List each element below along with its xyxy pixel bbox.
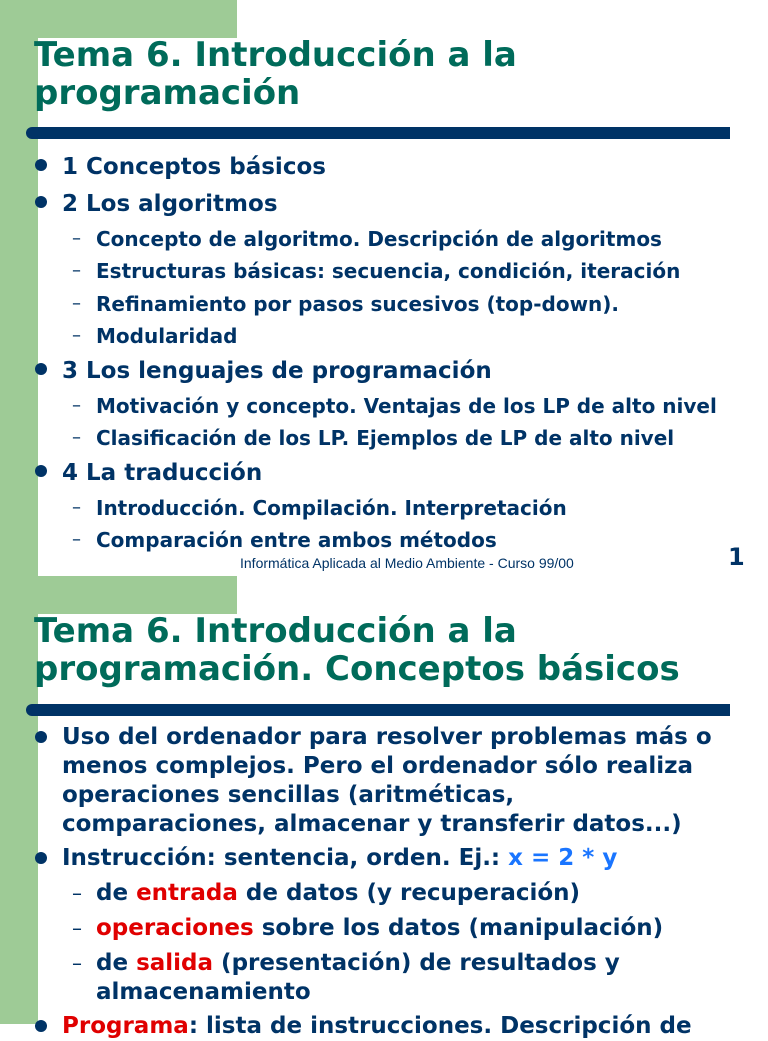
keyword-highlight: Programa xyxy=(62,1013,189,1039)
bullet-item: Instrucción: sentencia, orden. Ej.: x = 2 * y xyxy=(0,844,720,873)
keyword-highlight: operaciones xyxy=(96,915,254,941)
slide-title xyxy=(34,36,754,112)
bullet-dot-icon xyxy=(35,196,47,208)
title-divider xyxy=(26,704,730,716)
title-line-1: Tema 6. Introducción a la xyxy=(34,611,517,651)
dash-icon: – xyxy=(72,325,81,346)
keyword-highlight: salida xyxy=(136,950,214,976)
dash-icon: – xyxy=(72,529,81,550)
bullet-dot-icon xyxy=(35,363,47,375)
bullet-item: 3 Los lenguajes de programación xyxy=(0,355,720,387)
bullet-item xyxy=(0,723,720,839)
sub-bullet-item: – operaciones sobre los datos (manipulación) xyxy=(72,915,664,941)
dash-icon: – xyxy=(72,951,82,975)
sub-bullet-item: – Estructuras básicas: secuencia, condición, iteración xyxy=(72,259,681,283)
bullet-item: 4 La traducción xyxy=(0,457,720,489)
dash-icon: – xyxy=(72,227,81,249)
title-line-2: programación. Conceptos básicos xyxy=(34,649,680,689)
bullet-item: Programa: lista de instrucciones. Descripción de xyxy=(0,1012,720,1041)
bullet-list xyxy=(0,146,720,554)
bullet-item: 1 Conceptos básicos xyxy=(0,151,720,183)
sub-bullet-item: – Motivación y concepto. Ventajas de los LP de alto nivel xyxy=(72,393,717,418)
paragraph-text: Uso del ordenador para resolver problemas más o menos complejos. Pero el ordenador sólo realiza operaciones sencillas (aritméticas, comparaciones, almacenar y transferir datos...) xyxy=(62,724,712,837)
dash-icon: – xyxy=(72,292,81,314)
bullet-dot-icon xyxy=(35,731,47,743)
sub-bullet-item: – de entrada de datos (y recuperación) xyxy=(72,880,581,906)
dash-icon: – xyxy=(72,881,82,905)
sub-bullet-item: – Modularidad xyxy=(72,324,238,348)
bullet-dot-icon xyxy=(35,159,47,171)
bullet-list xyxy=(0,718,720,1041)
sub-bullet-item: – Concepto de algoritmo. Descripción de algoritmos xyxy=(72,226,662,251)
sub-bullet-item: – Introducción. Compilación. Interpretación xyxy=(72,495,567,520)
bullet-item: 2 Los algoritmos xyxy=(0,188,720,220)
title-line-1: Tema 6. Introducción a la xyxy=(34,35,517,75)
bullet-dot-icon xyxy=(35,1020,47,1032)
dash-icon: – xyxy=(72,496,81,518)
sub-bullet-item: – de salida (presentación) de resultados y almacenamiento xyxy=(72,950,620,1005)
slide-2 xyxy=(0,576,768,1039)
keyword-highlight: entrada xyxy=(136,880,238,906)
dash-icon: – xyxy=(72,916,82,940)
sub-bullet-item: – Comparación entre ambos métodos xyxy=(72,528,497,552)
sub-bullet-item: – Clasificación de los LP. Ejemplos de LP de alto nivel xyxy=(72,426,675,450)
dash-icon: – xyxy=(72,427,81,448)
slide-title xyxy=(34,612,754,688)
code-example: x = 2 * y xyxy=(508,845,618,871)
dash-icon: – xyxy=(72,394,81,416)
title-line-2: programación xyxy=(34,73,301,113)
dash-icon: – xyxy=(72,260,81,281)
slide-footer: Informática Aplicada al Medio Ambiente - Curso 99/00 xyxy=(240,555,574,571)
bullet-dot-icon xyxy=(35,852,47,864)
page-number: 1 xyxy=(728,543,745,571)
bullet-dot-icon xyxy=(35,465,47,477)
title-divider xyxy=(26,127,730,139)
sub-bullet-item: – Refinamiento por pasos sucesivos (top-down). xyxy=(72,291,620,316)
